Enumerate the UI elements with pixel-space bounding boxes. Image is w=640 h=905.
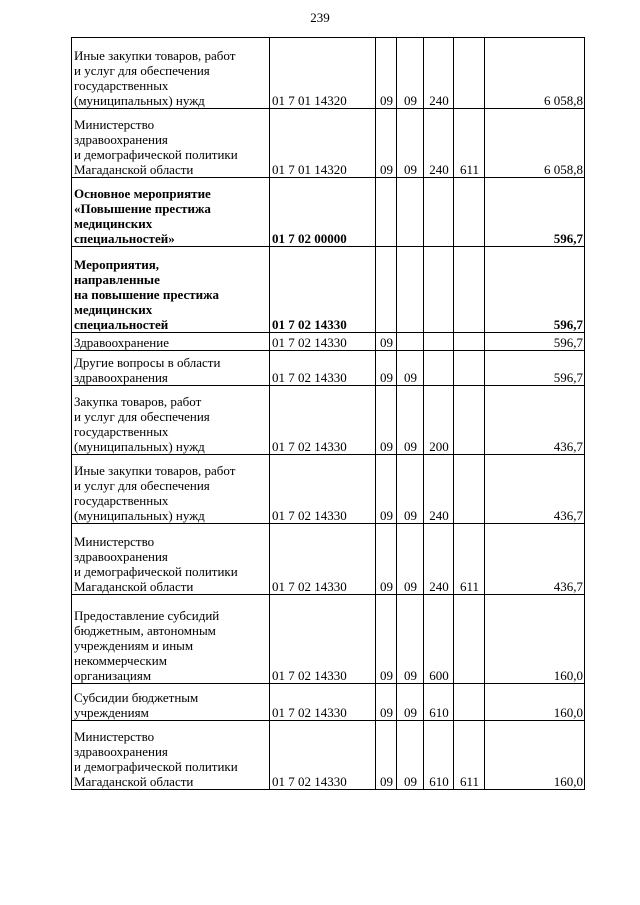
section-cell: 09 xyxy=(376,38,397,109)
item-name-line: и услуг для обеспечения xyxy=(74,63,210,78)
item-name-line: Мероприятия, xyxy=(74,257,160,272)
item-name-line: государственных xyxy=(74,424,169,439)
target-article-cell: 01 7 02 14330 xyxy=(270,455,376,524)
amount-cell: 596,7 xyxy=(485,247,585,333)
section-cell: 09 xyxy=(376,333,397,351)
section-cell: 09 xyxy=(376,351,397,386)
administrator-cell xyxy=(454,684,485,721)
item-name-cell xyxy=(72,109,270,178)
subsection-cell xyxy=(397,333,424,351)
target-article-cell: 01 7 02 14330 xyxy=(270,524,376,595)
administrator-cell xyxy=(454,455,485,524)
item-name-line: организациям xyxy=(74,668,152,683)
item-name-cell xyxy=(72,386,270,455)
subsection-cell: 09 xyxy=(397,595,424,684)
administrator-cell: 611 xyxy=(454,524,485,595)
section-cell xyxy=(376,178,397,247)
subsection-cell: 09 xyxy=(397,38,424,109)
item-name-line: Министерство xyxy=(74,117,155,132)
item-name-line: направленные xyxy=(74,272,160,287)
amount-cell: 6 058,8 xyxy=(485,38,585,109)
item-name-line: Магаданской области xyxy=(74,774,194,789)
item-name-line: Министерство xyxy=(74,729,155,744)
item-name-line: здравоохранения xyxy=(74,744,168,759)
table-row xyxy=(72,38,585,109)
target-article-cell: 01 7 01 14320 xyxy=(270,38,376,109)
amount-cell: 160,0 xyxy=(485,595,585,684)
item-name-cell xyxy=(72,595,270,684)
table-row xyxy=(72,333,585,351)
subsection-cell: 09 xyxy=(397,684,424,721)
section-cell: 09 xyxy=(376,524,397,595)
item-name-line: (муниципальных) нужд xyxy=(74,93,205,108)
table-row xyxy=(72,351,585,386)
expense-type-cell xyxy=(424,178,454,247)
amount-cell: 436,7 xyxy=(485,386,585,455)
subsection-cell xyxy=(397,247,424,333)
item-name-line: учреждениям xyxy=(74,705,149,720)
subsection-cell: 09 xyxy=(397,524,424,595)
administrator-cell xyxy=(454,351,485,386)
administrator-cell xyxy=(454,247,485,333)
item-name-cell xyxy=(72,351,270,386)
expense-type-cell: 240 xyxy=(424,455,454,524)
subsection-cell xyxy=(397,178,424,247)
item-name-line: «Повышение престижа xyxy=(74,201,211,216)
table-row xyxy=(72,386,585,455)
item-name-line: (муниципальных) нужд xyxy=(74,439,205,454)
subsection-cell: 09 xyxy=(397,721,424,790)
administrator-cell: 611 xyxy=(454,109,485,178)
table-body xyxy=(72,38,585,790)
expense-type-cell: 240 xyxy=(424,38,454,109)
item-name-line: Иные закупки товаров, работ xyxy=(74,463,236,478)
section-cell xyxy=(376,247,397,333)
expense-type-cell: 200 xyxy=(424,386,454,455)
amount-cell: 436,7 xyxy=(485,524,585,595)
table-row xyxy=(72,684,585,721)
section-cell: 09 xyxy=(376,455,397,524)
expense-type-cell: 240 xyxy=(424,524,454,595)
section-cell: 09 xyxy=(376,595,397,684)
table-row xyxy=(72,109,585,178)
expense-type-cell: 610 xyxy=(424,721,454,790)
item-name-line: медицинских xyxy=(74,302,153,317)
item-name-line: Основное мероприятие xyxy=(74,186,211,201)
administrator-cell xyxy=(454,333,485,351)
expense-type-cell: 610 xyxy=(424,684,454,721)
target-article-cell: 01 7 01 14320 xyxy=(270,109,376,178)
item-name-line: медицинских xyxy=(74,216,153,231)
item-name-line: и услуг для обеспечения xyxy=(74,409,210,424)
amount-cell: 436,7 xyxy=(485,455,585,524)
item-name-line: учреждениям и иным xyxy=(74,638,194,653)
amount-cell: 596,7 xyxy=(485,178,585,247)
administrator-cell xyxy=(454,38,485,109)
item-name-line: здравоохранения xyxy=(74,549,168,564)
table-row xyxy=(72,595,585,684)
item-name-cell xyxy=(72,455,270,524)
table-row xyxy=(72,721,585,790)
item-name-line: и услуг для обеспечения xyxy=(74,478,210,493)
item-name-line: специальностей xyxy=(74,317,169,332)
administrator-cell xyxy=(454,595,485,684)
section-cell: 09 xyxy=(376,109,397,178)
item-name-line: некоммерческим xyxy=(74,653,167,668)
administrator-cell xyxy=(454,386,485,455)
item-name-line: и демографической политики xyxy=(74,564,238,579)
target-article-cell: 01 7 02 14330 xyxy=(270,247,376,333)
item-name-line: здравоохранения xyxy=(74,132,168,147)
target-article-cell: 01 7 02 00000 xyxy=(270,178,376,247)
item-name-line: Закупка товаров, работ xyxy=(74,394,202,409)
item-name-line: Предоставление субсидий xyxy=(74,608,220,623)
item-name-line: и демографической политики xyxy=(74,759,238,774)
amount-cell: 596,7 xyxy=(485,351,585,386)
item-name-cell xyxy=(72,38,270,109)
amount-cell: 160,0 xyxy=(485,721,585,790)
page-number: 239 xyxy=(310,10,330,25)
item-name-line: бюджетным, автономным xyxy=(74,623,216,638)
item-name-line: Другие вопросы в области xyxy=(74,355,221,370)
item-name-line: Здравоохранение xyxy=(74,335,169,350)
amount-cell: 6 058,8 xyxy=(485,109,585,178)
target-article-cell: 01 7 02 14330 xyxy=(270,386,376,455)
expense-type-cell: 600 xyxy=(424,595,454,684)
target-article-cell: 01 7 02 14330 xyxy=(270,351,376,386)
table-row xyxy=(72,247,585,333)
item-name-line: Магаданской области xyxy=(74,579,194,594)
item-name-cell xyxy=(72,684,270,721)
amount-cell: 160,0 xyxy=(485,684,585,721)
item-name-line: Министерство xyxy=(74,534,155,549)
expense-type-cell xyxy=(424,351,454,386)
item-name-cell xyxy=(72,333,270,351)
administrator-cell: 611 xyxy=(454,721,485,790)
expense-type-cell: 240 xyxy=(424,109,454,178)
target-article-cell: 01 7 02 14330 xyxy=(270,721,376,790)
item-name-line: Иные закупки товаров, работ xyxy=(74,48,236,63)
item-name-line: государственных xyxy=(74,78,169,93)
section-cell: 09 xyxy=(376,721,397,790)
subsection-cell: 09 xyxy=(397,351,424,386)
administrator-cell xyxy=(454,178,485,247)
item-name-line: Магаданской области xyxy=(74,162,194,177)
target-article-cell: 01 7 02 14330 xyxy=(270,333,376,351)
table-row xyxy=(72,524,585,595)
item-name-cell xyxy=(72,247,270,333)
expense-type-cell xyxy=(424,247,454,333)
section-cell: 09 xyxy=(376,684,397,721)
subsection-cell: 09 xyxy=(397,455,424,524)
item-name-line: государственных xyxy=(74,493,169,508)
target-article-cell: 01 7 02 14330 xyxy=(270,684,376,721)
item-name-line: специальностей» xyxy=(74,231,175,246)
item-name-line: Субсидии бюджетным xyxy=(74,690,199,705)
table-row xyxy=(72,178,585,247)
expense-type-cell xyxy=(424,333,454,351)
section-cell: 09 xyxy=(376,386,397,455)
budget-table xyxy=(71,37,585,790)
item-name-line: здравоохранения xyxy=(74,370,168,385)
subsection-cell: 09 xyxy=(397,386,424,455)
item-name-cell xyxy=(72,524,270,595)
item-name-line: (муниципальных) нужд xyxy=(74,508,205,523)
item-name-line: на повышение престижа xyxy=(74,287,220,302)
subsection-cell: 09 xyxy=(397,109,424,178)
item-name-line: и демографической политики xyxy=(74,147,238,162)
item-name-cell xyxy=(72,178,270,247)
item-name-cell xyxy=(72,721,270,790)
table-row xyxy=(72,455,585,524)
target-article-cell: 01 7 02 14330 xyxy=(270,595,376,684)
amount-cell: 596,7 xyxy=(485,333,585,351)
